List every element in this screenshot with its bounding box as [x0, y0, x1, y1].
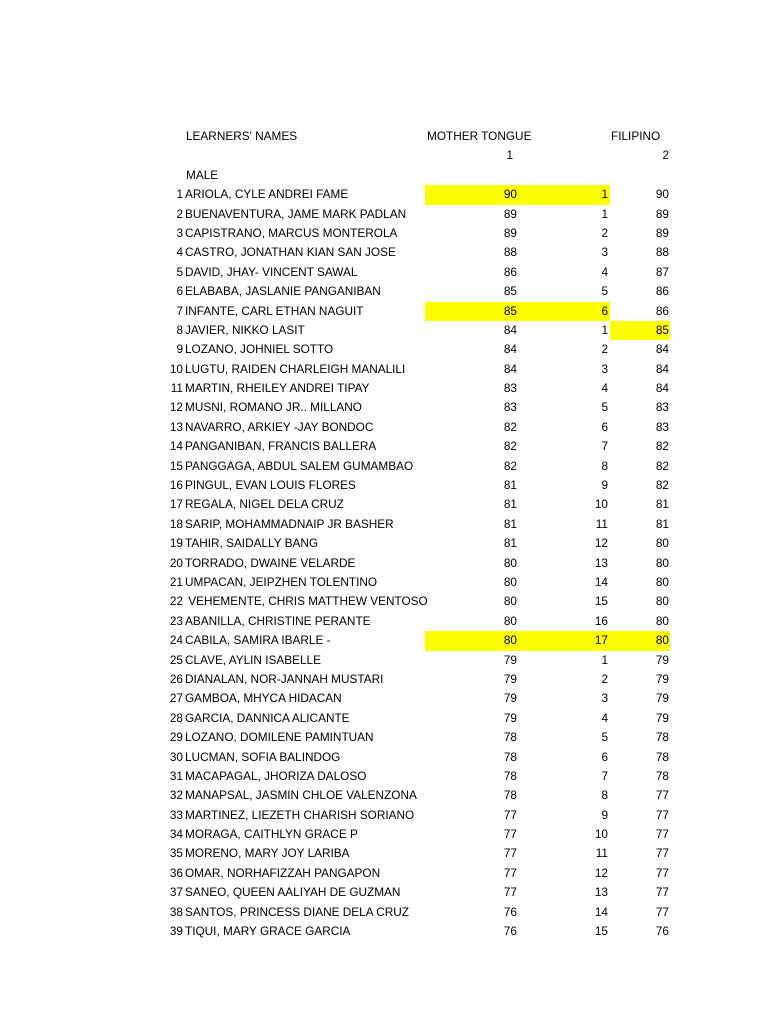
table-row [0, 651, 768, 670]
mother-tongue-score: 83 [503, 381, 517, 396]
rank: 16 [594, 613, 608, 628]
mother-tongue-score: 79 [503, 671, 517, 686]
mother-tongue-score: 85 [425, 302, 518, 321]
rank: 1 [601, 322, 608, 337]
filipino-score: 78 [655, 730, 669, 745]
learner-name: PANGGAGA, ABDUL SALEM GUMAMBAO [185, 458, 414, 473]
learner-name: GAMBOA, MHYCA HIDACAN [185, 691, 342, 706]
table-row [0, 185, 768, 204]
filipino-score: 79 [655, 671, 669, 686]
rank: 13 [594, 555, 608, 570]
learner-name: TORRADO, DWAINE VELARDE [185, 555, 356, 570]
rank: 3 [601, 361, 608, 376]
rank: 2 [601, 342, 608, 357]
mother-tongue-score: 80 [503, 613, 517, 628]
row-number: 26 [169, 671, 183, 686]
row-number: 31 [169, 768, 183, 783]
learner-name: DIANALAN, NOR-JANNAH MUSTARI [185, 671, 384, 686]
filipino-score: 84 [655, 342, 669, 357]
rank: 6 [601, 419, 608, 434]
rank: 15 [594, 594, 608, 609]
row-number: 18 [169, 516, 183, 531]
rank: 4 [601, 381, 608, 396]
table-row [0, 224, 768, 243]
learner-name: UMPACAN, JEIPZHEN TOLENTINO [185, 574, 378, 589]
filipino-score: 76 [655, 924, 669, 939]
filipino-score: 80 [655, 536, 669, 551]
rank: 14 [594, 904, 608, 919]
table-row [0, 573, 768, 592]
learner-name: INFANTE, CARL ETHAN NAGUIT [185, 303, 364, 318]
filipino-score: 89 [655, 225, 669, 240]
learner-name: MORENO, MARY JOY LARIBA [185, 846, 350, 861]
filipino-score: 84 [655, 381, 669, 396]
learner-name: OMAR, NORHAFIZZAH PANGAPON [185, 865, 381, 880]
filipino-score: 83 [655, 400, 669, 415]
filipino-score: 89 [655, 206, 669, 221]
learner-name: LUCMAN, SOFIA BALINDOG [185, 749, 341, 764]
mother-tongue-score: 81 [503, 516, 517, 531]
table-row [0, 748, 768, 767]
filipino-score: 86 [655, 284, 669, 299]
row-number: 36 [169, 865, 183, 880]
rank: 5 [601, 400, 608, 415]
filipino-score: 77 [655, 885, 669, 900]
table-row [0, 631, 768, 650]
learner-name: CLAVE, AYLIN ISABELLE [185, 652, 321, 667]
mother-tongue-score: 79 [503, 710, 517, 725]
row-number: 27 [169, 691, 183, 706]
table-row [0, 767, 768, 786]
mother-tongue-score: 77 [503, 865, 517, 880]
grades-table [0, 127, 768, 941]
mother-tongue-number: 1 [506, 148, 513, 163]
mother-tongue-score: 80 [503, 574, 517, 589]
filipino-score: 77 [655, 788, 669, 803]
group-label: MALE [186, 167, 219, 182]
mother-tongue-score: 81 [503, 536, 517, 551]
rank: 8 [601, 458, 608, 473]
table-row [0, 844, 768, 863]
rank: 12 [594, 865, 608, 880]
table-row [0, 360, 768, 379]
table-row [0, 903, 768, 922]
mother-tongue-score: 76 [503, 904, 517, 919]
row-number: 39 [169, 924, 183, 939]
table-row [0, 515, 768, 534]
row-number: 1 [176, 187, 183, 202]
rank: 2 [601, 225, 608, 240]
rank: 5 [601, 284, 608, 299]
row-number: 15 [169, 458, 183, 473]
filipino-score: 83 [655, 419, 669, 434]
header-row [0, 127, 768, 146]
filipino-score: 88 [655, 245, 669, 260]
learner-name: ARIOLA, CYLE ANDREI FAME [185, 187, 349, 202]
learner-name: ABANILLA, CHRISTINE PERANTE [185, 613, 371, 628]
row-number: 8 [176, 322, 183, 337]
mother-tongue-score: 79 [503, 691, 517, 706]
filipino-score: 82 [655, 458, 669, 473]
learner-name: ELABABA, JASLANIE PANGANIBAN [185, 284, 381, 299]
learner-name: CABILA, SAMIRA IBARLE - [185, 633, 331, 648]
rank: 6 [601, 749, 608, 764]
row-number: 10 [169, 361, 183, 376]
filipino-score: 79 [655, 652, 669, 667]
mother-tongue-score: 80 [503, 555, 517, 570]
filipino-score: 78 [655, 768, 669, 783]
mother-tongue-score: 78 [503, 788, 517, 803]
mother-tongue-score: 81 [503, 478, 517, 493]
learner-name: CAPISTRANO, MARCUS MONTEROLA [185, 225, 398, 240]
mother-tongue-score: 77 [503, 807, 517, 822]
rank: 1 [601, 652, 608, 667]
mother-tongue-score: 82 [503, 458, 517, 473]
row-number: 29 [169, 730, 183, 745]
table-row [0, 806, 768, 825]
mother-tongue-score: 88 [503, 245, 517, 260]
table-row [0, 321, 768, 340]
table-row [0, 282, 768, 301]
mother-tongue-score: 77 [503, 885, 517, 900]
row-number: 25 [169, 652, 183, 667]
table-row [0, 534, 768, 553]
rank: 9 [601, 478, 608, 493]
learner-name: SANEO, QUEEN AALIYAH DE GUZMAN [185, 885, 401, 900]
filipino-score: 77 [655, 904, 669, 919]
table-row [0, 263, 768, 282]
row-number: 20 [169, 555, 183, 570]
table-row [0, 418, 768, 437]
rank: 5 [601, 730, 608, 745]
learner-name: MUSNI, ROMANO JR.. MILLANO [185, 400, 362, 415]
table-row [0, 922, 768, 941]
learner-name: MACAPAGAL, JHORIZA DALOSO [185, 768, 367, 783]
mother-tongue-score: 83 [503, 400, 517, 415]
table-row [0, 205, 768, 224]
mother-tongue-score: 80 [503, 594, 517, 609]
filipino-score: 77 [655, 865, 669, 880]
mother-tongue-score: 76 [503, 924, 517, 939]
rank: 1 [601, 206, 608, 221]
row-number: 19 [169, 536, 183, 551]
mother-tongue-score: 89 [503, 225, 517, 240]
filipino-score: 85 [610, 321, 670, 340]
row-number: 5 [176, 264, 183, 279]
learner-name: TAHIR, SAIDALLY BANG [185, 536, 319, 551]
table-row [0, 495, 768, 514]
table-body [0, 185, 768, 941]
row-number: 12 [169, 400, 183, 415]
filipino-number: 2 [662, 148, 669, 163]
filipino-score: 80 [610, 631, 670, 650]
rank: 4 [601, 264, 608, 279]
row-number: 6 [176, 284, 183, 299]
rank: 8 [601, 788, 608, 803]
mother-tongue-score: 85 [503, 284, 517, 299]
mother-tongue-header: MOTHER TONGUE [427, 129, 532, 143]
table-row [0, 883, 768, 902]
mother-tongue-score: 84 [503, 322, 517, 337]
rank: 15 [594, 924, 608, 939]
filipino-header: FILIPINO [611, 129, 661, 143]
row-number: 2 [176, 206, 183, 221]
row-number: 16 [169, 478, 183, 493]
row-number: 37 [169, 885, 183, 900]
table-row [0, 670, 768, 689]
mother-tongue-score: 84 [503, 342, 517, 357]
row-number: 11 [170, 381, 183, 396]
learner-name: TIQUI, MARY GRACE GARCIA [185, 924, 351, 939]
learner-name: GARCIA, DANNICA ALICANTE [185, 710, 350, 725]
table-row [0, 709, 768, 728]
table-row [0, 728, 768, 747]
table-row [0, 554, 768, 573]
table-row [0, 437, 768, 456]
filipino-score: 80 [655, 555, 669, 570]
row-number: 28 [169, 710, 183, 725]
learner-name: PINGUL, EVAN LOUIS FLORES [185, 478, 356, 493]
filipino-score: 90 [655, 187, 669, 202]
table-row [0, 340, 768, 359]
mother-tongue-score: 78 [503, 768, 517, 783]
rank: 11 [595, 516, 608, 531]
filipino-score: 78 [655, 749, 669, 764]
learner-name: SARIP, MOHAMMADNAIP JR BASHER [185, 516, 394, 531]
learner-name: MARTIN, RHEILEY ANDREI TIPAY [185, 381, 370, 396]
group-label-row [0, 166, 768, 185]
filipino-score: 81 [655, 516, 669, 531]
table-row [0, 612, 768, 631]
mother-tongue-score: 78 [503, 749, 517, 764]
row-number: 32 [169, 788, 183, 803]
learner-name: VEHEMENTE, CHRIS MATTHEW VENTOSO [185, 594, 428, 609]
mother-tongue-score: 77 [503, 846, 517, 861]
row-number: 4 [176, 245, 183, 260]
filipino-score: 87 [655, 264, 669, 279]
table-row [0, 457, 768, 476]
learner-name: REGALA, NIGEL DELA CRUZ [185, 497, 344, 512]
mother-tongue-score: 86 [503, 264, 517, 279]
row-number: 9 [176, 342, 183, 357]
row-number: 13 [169, 419, 183, 434]
rank: 3 [601, 691, 608, 706]
row-number: 3 [176, 225, 183, 240]
table-row [0, 786, 768, 805]
rank: 7 [601, 768, 608, 783]
table-row [0, 379, 768, 398]
mother-tongue-score: 84 [503, 361, 517, 376]
row-number: 24 [169, 633, 183, 648]
filipino-score: 80 [655, 574, 669, 589]
rank: 17 [518, 631, 610, 650]
learner-name: LOZANO, DOMILENE PAMINTUAN [185, 730, 374, 745]
filipino-score: 79 [655, 710, 669, 725]
learner-name: NAVARRO, ARKIEY -JAY BONDOC [185, 419, 374, 434]
row-number: 30 [169, 749, 183, 764]
row-number: 38 [169, 904, 183, 919]
mother-tongue-score: 89 [503, 206, 517, 221]
learner-name: MARTINEZ, LIEZETH CHARISH SORIANO [185, 807, 415, 822]
table-row [0, 689, 768, 708]
rank: 11 [595, 846, 608, 861]
rank: 12 [594, 536, 608, 551]
rank: 10 [594, 827, 608, 842]
row-number: 7 [176, 303, 183, 318]
rank: 3 [601, 245, 608, 260]
table-row [0, 398, 768, 417]
learner-name: MANAPSAL, JASMIN CHLOE VALENZONA [185, 788, 417, 803]
row-number: 34 [169, 827, 183, 842]
learner-name: JAVIER, NIKKO LASIT [185, 322, 305, 337]
subject-number-row [0, 146, 768, 165]
table-row [0, 592, 768, 611]
mother-tongue-score: 79 [503, 652, 517, 667]
filipino-score: 86 [655, 303, 669, 318]
row-number: 23 [169, 613, 183, 628]
table-row [0, 864, 768, 883]
learner-name: SANTOS, PRINCESS DIANE DELA CRUZ [185, 904, 409, 919]
filipino-score: 77 [655, 846, 669, 861]
row-number: 17 [169, 497, 183, 512]
rank: 14 [594, 574, 608, 589]
filipino-score: 79 [655, 691, 669, 706]
row-number: 14 [169, 439, 183, 454]
learner-name: BUENAVENTURA, JAME MARK PADLAN [185, 206, 407, 221]
learners-names-header: LEARNERS' NAMES [186, 129, 298, 143]
table-row [0, 243, 768, 262]
rank: 7 [601, 439, 608, 454]
mother-tongue-score: 81 [503, 497, 517, 512]
mother-tongue-score: 82 [503, 439, 517, 454]
learner-name: DAVID, JHAY- VINCENT SAWAL [185, 264, 358, 279]
filipino-score: 77 [655, 827, 669, 842]
row-number: 33 [169, 807, 183, 822]
mother-tongue-score: 82 [503, 419, 517, 434]
table-row [0, 476, 768, 495]
learner-name: LUGTU, RAIDEN CHARLEIGH MANALILI [185, 361, 406, 376]
learner-name: PANGANIBAN, FRANCIS BALLERA [185, 439, 377, 454]
rank: 10 [594, 497, 608, 512]
learner-name: MORAGA, CAITHLYN GRACE P [185, 827, 358, 842]
mother-tongue-score: 90 [425, 185, 518, 204]
row-number: 35 [169, 846, 183, 861]
rank: 9 [601, 807, 608, 822]
rank: 13 [594, 885, 608, 900]
learner-name: LOZANO, JOHNIEL SOTTO [185, 342, 334, 357]
filipino-score: 81 [655, 497, 669, 512]
filipino-score: 80 [655, 613, 669, 628]
mother-tongue-score: 77 [503, 827, 517, 842]
table-row [0, 825, 768, 844]
filipino-score: 82 [655, 439, 669, 454]
row-number: 22 [169, 594, 183, 609]
mother-tongue-score: 78 [503, 730, 517, 745]
rank: 1 [518, 185, 610, 204]
mother-tongue-score: 80 [425, 631, 518, 650]
filipino-score: 84 [655, 361, 669, 376]
table-row [0, 302, 768, 321]
rank: 6 [518, 302, 610, 321]
filipino-score: 80 [655, 594, 669, 609]
filipino-score: 77 [655, 807, 669, 822]
rank: 4 [601, 710, 608, 725]
learner-name: CASTRO, JONATHAN KIAN SAN JOSE [185, 245, 396, 260]
filipino-score: 82 [655, 478, 669, 493]
row-number: 21 [169, 574, 183, 589]
rank: 2 [601, 671, 608, 686]
